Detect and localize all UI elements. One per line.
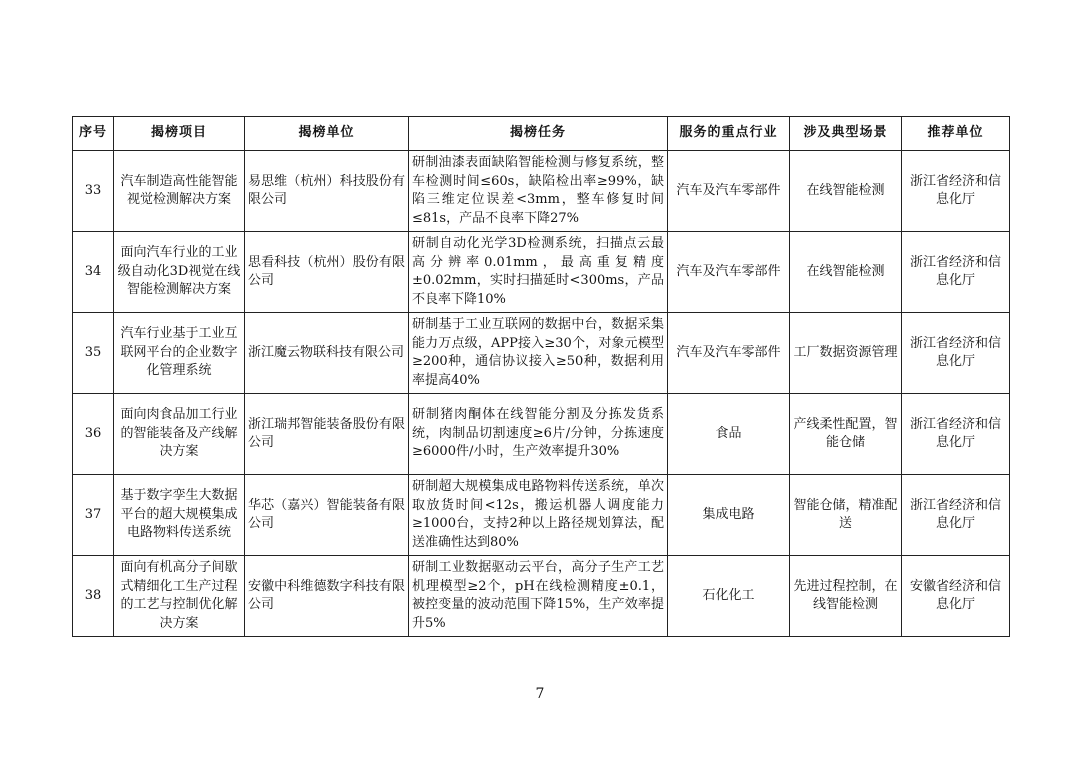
header-industry: 服务的重点行业	[668, 117, 790, 151]
header-scenario: 涉及典型场景	[790, 117, 902, 151]
row-project: 面向汽车行业的工业级自动化3D视觉在线智能检测解决方案	[114, 232, 245, 313]
page-number: 7	[535, 686, 545, 702]
row-unit: 浙江魔云物联科技有限公司	[245, 313, 409, 394]
header-unit: 揭榜单位	[245, 117, 409, 151]
row-industry: 食品	[668, 394, 790, 475]
row-project: 基于数字孪生大数据平台的超大规模集成电路物料传送系统	[114, 475, 245, 556]
row-scenario: 在线智能检测	[790, 151, 902, 232]
row-task: 研制猪肉酮体在线智能分割及分拣发货系统，肉制品切割速度≥6片/分钟，分拣速度≥6000件/小时，生产效率提升30%	[409, 394, 668, 475]
row-project: 汽车行业基于工业互联网平台的企业数字化管理系统	[114, 313, 245, 394]
header-recommender: 推荐单位	[902, 117, 1010, 151]
row-scenario: 工厂数据资源管理	[790, 313, 902, 394]
table-row	[73, 313, 1010, 394]
row-industry: 石化化工	[668, 556, 790, 637]
table-row	[73, 394, 1010, 475]
row-unit: 安徽中科维德数字科技有限公司	[245, 556, 409, 637]
row-recommender: 浙江省经济和信息化厅	[902, 394, 1010, 475]
row-recommender: 浙江省经济和信息化厅	[902, 151, 1010, 232]
row-scenario: 智能仓储，精准配送	[790, 475, 902, 556]
table-row	[73, 556, 1010, 637]
header-task: 揭榜任务	[409, 117, 668, 151]
row-project: 汽车制造高性能智能视觉检测解决方案	[114, 151, 245, 232]
row-task: 研制油漆表面缺陷智能检测与修复系统，整车检测时间≤60s，缺陷检出率≥99%，缺陷三维定位误差<3mm，整车修复时间≤81s，产品不良率下降27%	[409, 151, 668, 232]
table-row	[73, 475, 1010, 556]
table-row	[73, 232, 1010, 313]
row-recommender: 安徽省经济和信息化厅	[902, 556, 1010, 637]
row-unit: 易思维（杭州）科技股份有限公司	[245, 151, 409, 232]
row-recommender: 浙江省经济和信息化厅	[902, 232, 1010, 313]
row-recommender: 浙江省经济和信息化厅	[902, 475, 1010, 556]
row-no: 35	[73, 313, 114, 394]
row-scenario: 先进过程控制，在线智能检测	[790, 556, 902, 637]
row-project: 面向有机高分子间歇式精细化工生产过程的工艺与控制优化解决方案	[114, 556, 245, 637]
row-industry: 汽车及汽车零部件	[668, 313, 790, 394]
row-task: 研制超大规模集成电路物料传送系统，单次取放货时间<12s，搬运机器人调度能力≥1000台，支持2种以上路径规划算法，配送准确性达到80%	[409, 475, 668, 556]
row-no: 36	[73, 394, 114, 475]
header-no: 序号	[73, 117, 114, 151]
row-no: 38	[73, 556, 114, 637]
row-task: 研制工业数据驱动云平台，高分子生产工艺机理模型≥2个，pH在线检测精度±0.1，被控变量的波动范围下降15%，生产效率提升5%	[409, 556, 668, 637]
row-no: 37	[73, 475, 114, 556]
row-unit: 思看科技（杭州）股份有限公司	[245, 232, 409, 313]
header-project: 揭榜项目	[114, 117, 245, 151]
table-row	[73, 151, 1010, 232]
row-project: 面向肉食品加工行业的智能装备及产线解决方案	[114, 394, 245, 475]
row-scenario: 在线智能检测	[790, 232, 902, 313]
row-recommender: 浙江省经济和信息化厅	[902, 313, 1010, 394]
table-header-row	[73, 117, 1010, 151]
row-unit: 浙江瑞邦智能装备股份有限公司	[245, 394, 409, 475]
row-industry: 集成电路	[668, 475, 790, 556]
row-unit: 华芯（嘉兴）智能装备有限公司	[245, 475, 409, 556]
row-task: 研制自动化光学3D检测系统，扫描点云最高分辨率0.01mm，最高重复精度±0.02mm，实时扫描延时<300ms，产品不良率下降10%	[409, 232, 668, 313]
row-industry: 汽车及汽车零部件	[668, 232, 790, 313]
row-scenario: 产线柔性配置，智能仓储	[790, 394, 902, 475]
row-task: 研制基于工业互联网的数据中台，数据采集能力万点级，APP接入≥30个，对象元模型≥200种，通信协议接入≥50种，数据利用率提高40%	[409, 313, 668, 394]
row-no: 33	[73, 151, 114, 232]
row-industry: 汽车及汽车零部件	[668, 151, 790, 232]
row-no: 34	[73, 232, 114, 313]
recommendation-table	[72, 116, 1010, 637]
